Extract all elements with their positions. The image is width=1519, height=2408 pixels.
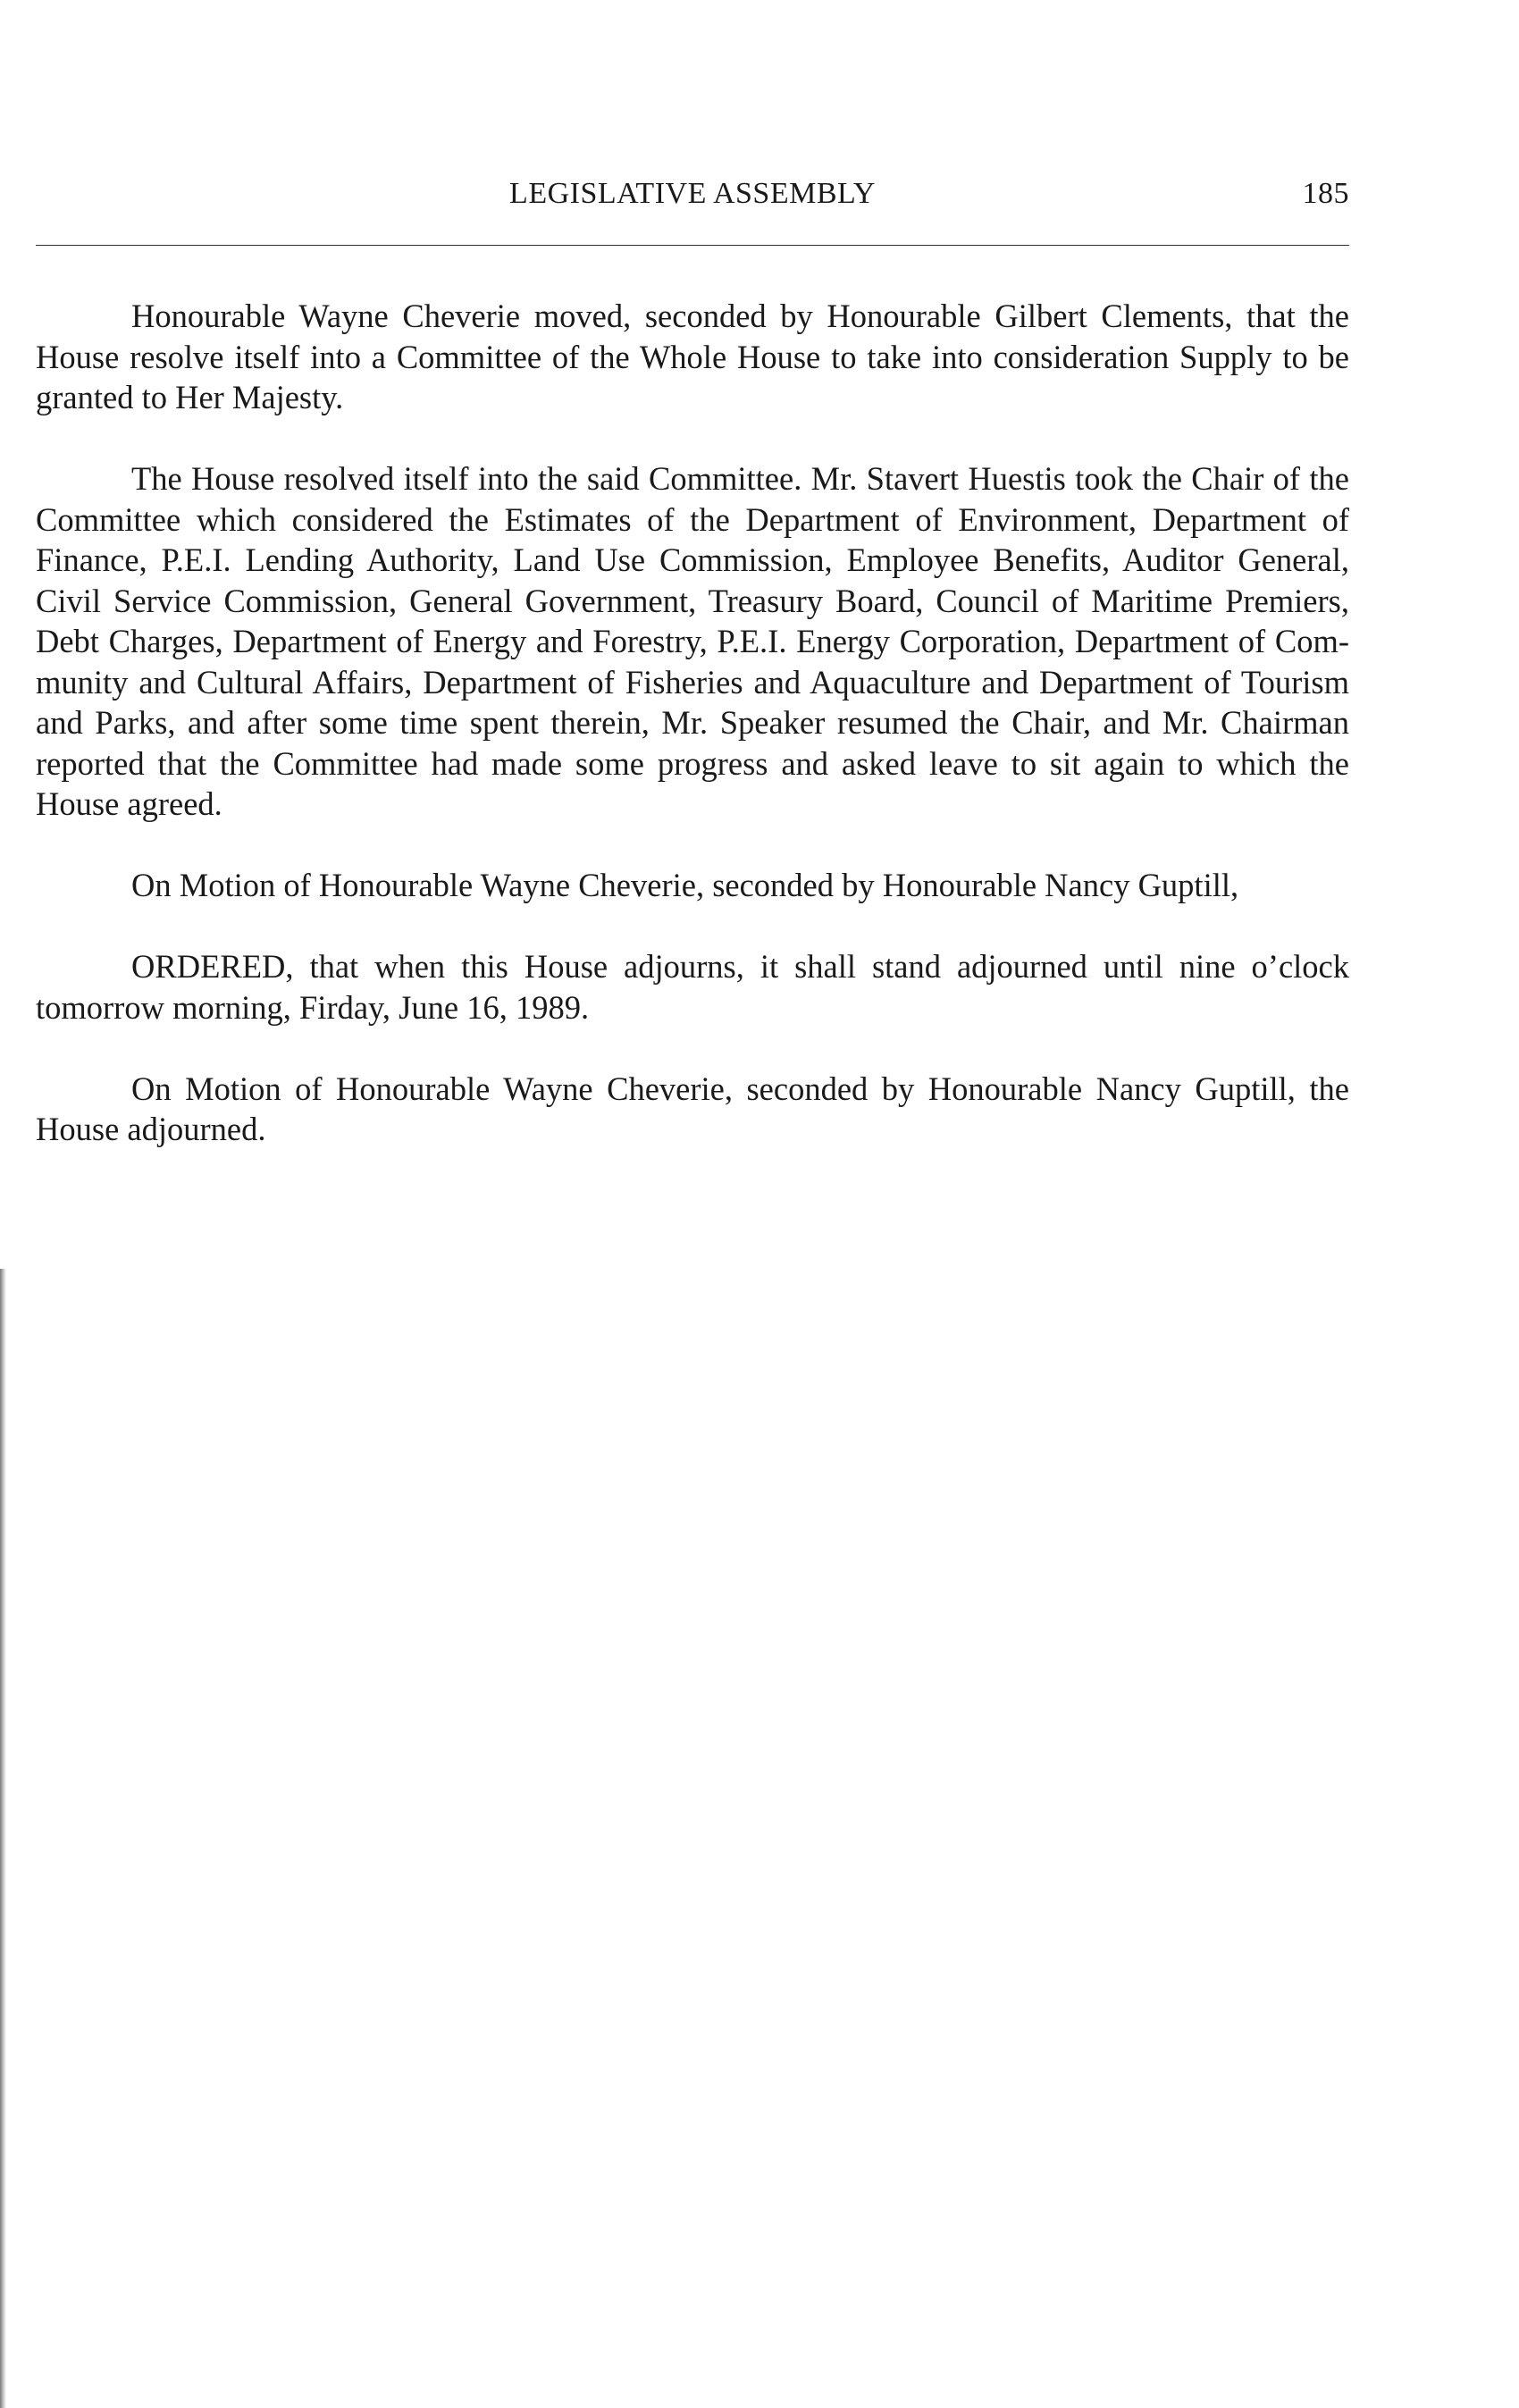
- document-body: [36, 296, 1349, 1190]
- header-title: LEGISLATIVE ASSEMBLY: [509, 177, 876, 210]
- header-rule: [36, 245, 1349, 246]
- paragraph-adjournment-motion: On Motion of Honourable Wayne Cheverie, seconded by Honourable Nancy Guptill,: [131, 867, 1239, 903]
- page-number: 185: [1302, 177, 1349, 210]
- paragraph-committee-report: The House resolved itself into the said Committee. Mr. Stavert Huestis took the Chair of the Committee which considered the Estimates of the Department of Environment, Department of Finance, P.E.I. Lending Authority, Land Use Commission, Employee Benefits, Auditor General, Civil Service Commission, General Government, Treasury Board, Council of Maritime Premiers, Debt Charges, Department of Energy and Forestry, P.E.I. Energy Corporation, Department of Community and Cultural Affairs, Department of Fisheries and Aquaculture and Department of Tourism and Parks, and after some time spent therein, Mr. Speaker resumed the Chair, and Mr. Chairman reported that the Committee had made some progress and asked leave to sit again to which the House agreed.: [36, 460, 1349, 822]
- paragraph-house-adjourned: On Motion of Honourable Wayne Cheverie, seconded by Honourable Nancy Guptill, the House adjourned.: [36, 1070, 1349, 1147]
- running-header: [36, 177, 1349, 222]
- paragraph-ordered: ORDERED, that when this House adjourns, it shall stand adjourned until nine o’clock tomorrow morning, Firday, June 16, 1989.: [36, 948, 1349, 1026]
- paragraph-supply-motion: Honourable Wayne Cheverie moved, seconded by Honourable Gilbert Clements, that the House resolve itself into a Committee of the Whole House to take into consideration Supply to be granted to Her Majesty.: [36, 298, 1349, 415]
- page-edge-shadow: [0, 1269, 6, 2408]
